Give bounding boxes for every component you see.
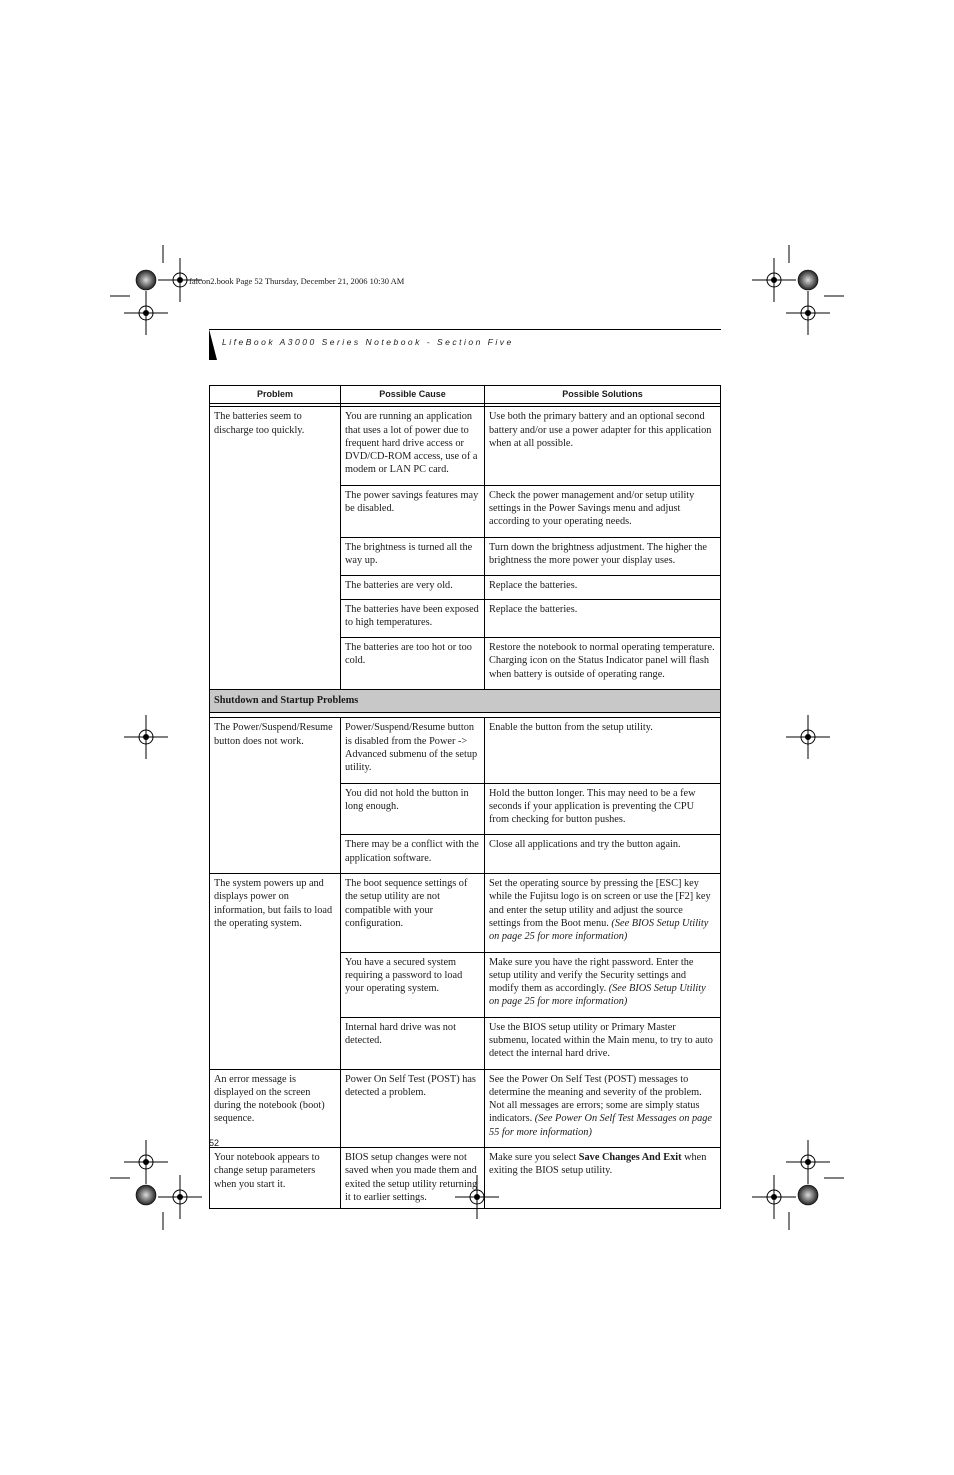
cross-reference: (See BIOS Setup Utility on page 25 for more information) [489,983,706,1008]
cause-cell: The batteries are very old. [341,576,485,599]
solution-cell: Close all applications and try the button again. [485,835,721,874]
solution-text: Set the operating source by pressing the [ESC] key while the Fujitsu logo is on screen or use the [F2] key and enter the setup utility and adjust the source settings from the Boot menu. [489,878,711,929]
solution-cell: Use both the primary battery and an optional second battery and/or use a power adapter for this application when at all possible. [485,407,721,485]
solution-text: Make sure you have the right password. Enter the setup utility and verify the Security settings and modify them as accordingly. [489,956,694,995]
solution-cell [485,1069,721,1147]
page-number: 52 [209,1138,220,1148]
cause-cell: The batteries are too hot or too cold. [341,638,485,690]
cause-cell: You did not hold the button in long enough. [341,783,485,835]
cause-cell: There may be a conflict with the application software. [341,835,485,874]
solution-text: when exiting the BIOS setup utility. [489,1152,707,1177]
solution-cell: Replace the batteries. [485,576,721,599]
problem-cell: The system powers up and displays power on information, but fails to load the operating system. [210,874,341,1070]
cross-reference: (See Power On Self Test Messages on page 55 for more information) [489,1113,712,1138]
header-rule [209,329,721,330]
problem-cell: Your notebook appears to change setup parameters when you start it. [210,1148,341,1209]
cause-cell: The boot sequence settings of the setup utility are not compatible with your configuration. [341,874,485,952]
menu-command: Save Changes And Exit [578,1152,682,1164]
header-wedge [209,329,217,360]
solution-cell [485,1148,721,1209]
cause-cell: BIOS setup changes were not saved when you made them and exited the setup utility returning it to earlier settings. [341,1148,485,1209]
solution-cell [485,874,721,952]
solution-cell: Hold the button longer. This may need to be a few seconds if your application is preventing the CPU from checking for button pushes. [485,783,721,835]
solution-text: See the Power On Self Test (POST) messages to determine the meaning and severity of the problem. Not all messages are errors; some are simply status indicators. [489,1073,702,1125]
table-row [210,1148,721,1209]
running-head: LifeBook A3000 Series Notebook - Section Five [222,337,514,347]
section-title: Shutdown and Startup Problems [210,690,721,713]
table-row [210,718,721,783]
solution-cell: Turn down the brightness adjustment. The higher the brightness the more power your display uses. [485,537,721,576]
cause-cell: Power On Self Test (POST) has detected a problem. [341,1069,485,1147]
table-row [210,874,721,952]
solution-cell: Restore the notebook to normal operating temperature. Charging icon on the Status Indicator panel will flash when battery is outside of operating range. [485,638,721,690]
cause-cell: The brightness is turned all the way up. [341,537,485,576]
header-possible-cause: Possible Cause [341,386,485,404]
section-row [210,690,721,713]
cause-cell: The batteries have been exposed to high temperatures. [341,599,485,638]
print-slug: falcon2.book Page 52 Thursday, December 21, 2006 10:30 AM [189,276,405,286]
solution-cell: Check the power management and/or setup utility settings in the Power Savings menu and adjust according to your operating needs. [485,485,721,537]
table-row [210,407,721,485]
solution-text: Make sure you select [489,1152,577,1164]
problem-cell: The batteries seem to discharge too quickly. [210,407,341,690]
solution-cell: Enable the button from the setup utility. [485,718,721,783]
solution-cell: Replace the batteries. [485,599,721,638]
header-possible-solutions: Possible Solutions [485,386,721,404]
cause-cell: The power savings features may be disabled. [341,485,485,537]
solution-cell [485,952,721,1017]
table-row [210,1069,721,1147]
solution-cell: Use the BIOS setup utility or Primary Master submenu, located within the Main menu, to try to auto detect the internal hard drive. [485,1017,721,1069]
cause-cell: Internal hard drive was not detected. [341,1017,485,1069]
cross-reference: (See BIOS Setup Utility on page 25 for more information) [489,917,709,943]
cause-cell: You have a secured system requiring a password to load your operating system. [341,952,485,1017]
problem-cell: An error message is displayed on the screen during the notebook (boot) sequence. [210,1069,341,1147]
troubleshooting-table [209,385,721,1209]
header-problem: Problem [210,386,341,404]
cause-cell: Power/Suspend/Resume button is disabled from the Power -> Advanced submenu of the setup utility. [341,718,485,783]
cause-cell: You are running an application that uses a lot of power due to frequent hard drive access or DVD/CD-ROM access, use of a modem or LAN PC card. [341,407,485,485]
problem-cell: The Power/Suspend/Resume button does not work. [210,718,341,874]
table-header-row [210,386,721,404]
